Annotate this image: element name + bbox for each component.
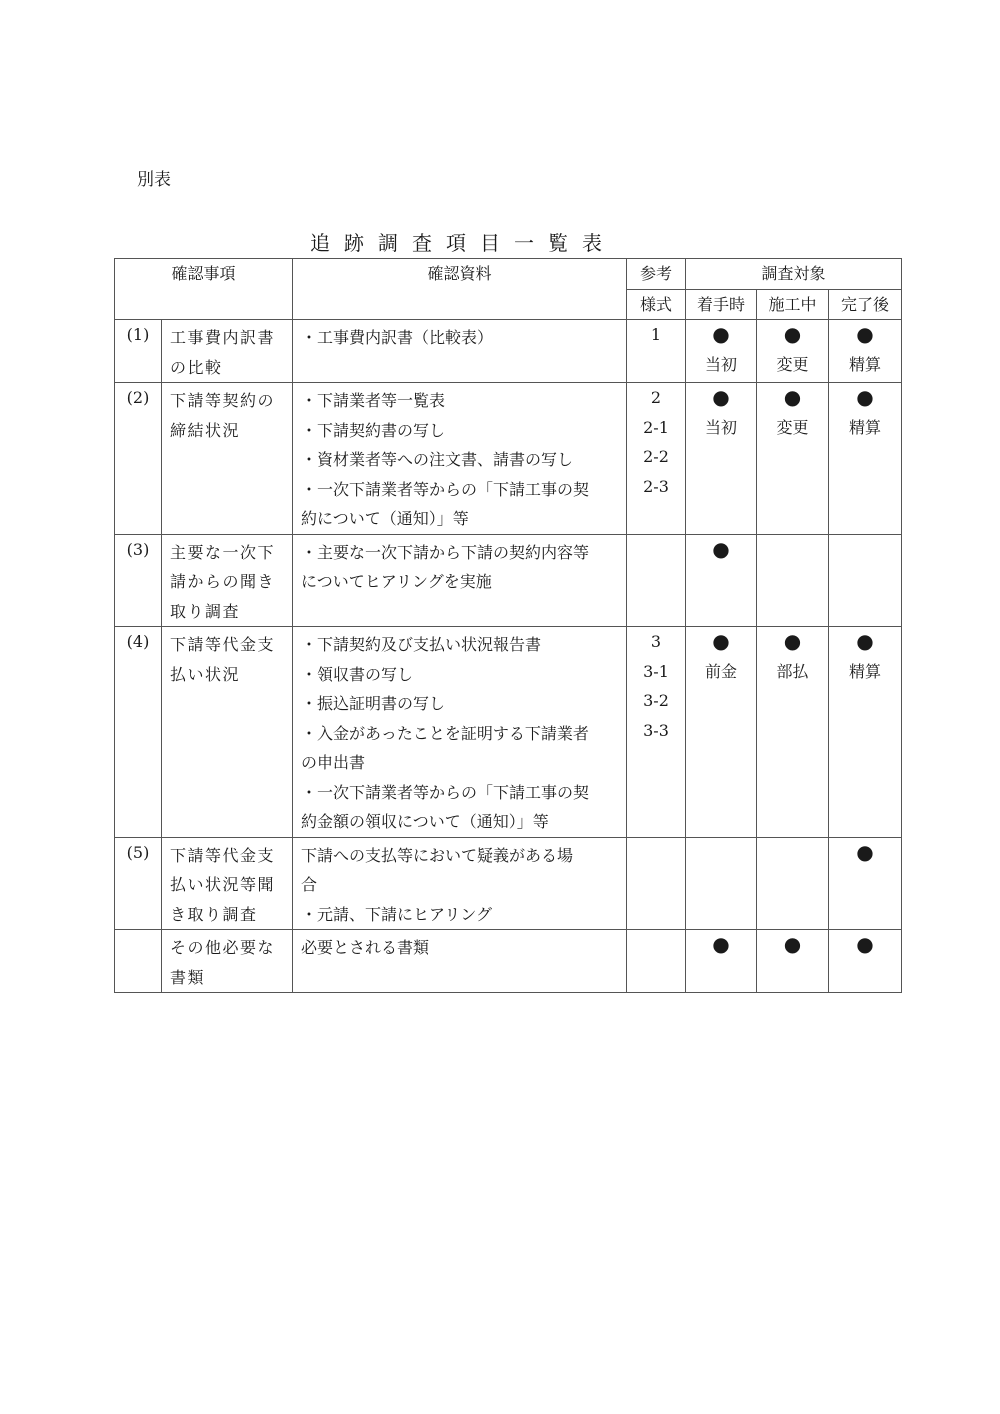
material-line: 合 bbox=[301, 875, 318, 894]
target-cell-t2 bbox=[757, 320, 829, 383]
form-cell bbox=[627, 627, 686, 838]
check-item-line: き取り調査 bbox=[170, 904, 258, 924]
row-number bbox=[115, 930, 162, 993]
page-label: 別表 bbox=[137, 170, 171, 190]
filled-circle-icon: ● bbox=[783, 932, 802, 956]
check-item-cell bbox=[162, 627, 293, 838]
target-cell-t2 bbox=[757, 534, 829, 627]
form-cell bbox=[627, 837, 686, 930]
filled-circle-icon: ● bbox=[783, 385, 802, 409]
target-label: 変更 bbox=[776, 417, 809, 437]
check-item-line: 下請等代金支 bbox=[170, 845, 276, 865]
target-cell-t1 bbox=[686, 383, 757, 535]
check-item-line: 締結状況 bbox=[170, 420, 241, 440]
filled-circle-icon: ● bbox=[783, 629, 802, 653]
form-cell bbox=[627, 383, 686, 535]
check-item-line: 取り調査 bbox=[170, 601, 241, 621]
row-number: (1) bbox=[115, 320, 162, 383]
header-item: 確認事項 bbox=[115, 259, 293, 320]
check-item-line: その他必要な bbox=[170, 938, 276, 957]
material-line: 必要とされる書類 bbox=[301, 938, 430, 957]
material-line: ・工事費内訳書（比較表） bbox=[301, 328, 494, 347]
filled-circle-icon: ● bbox=[856, 932, 874, 956]
target-cell-t1 bbox=[686, 534, 757, 627]
target-cell-t3 bbox=[829, 320, 902, 383]
target-label: 精算 bbox=[849, 354, 882, 374]
material-line: ・下請契約及び支払い状況報告書 bbox=[301, 635, 542, 654]
check-item-line: 下請等代金支 bbox=[170, 635, 276, 654]
target-cell-t3 bbox=[829, 627, 902, 838]
target-label: 部払 bbox=[776, 661, 809, 681]
form-number: 2-3 bbox=[643, 476, 669, 496]
check-item-cell bbox=[162, 383, 293, 535]
material-line: 約金額の領収について（通知）」等 bbox=[301, 812, 549, 831]
target-cell-t2 bbox=[757, 627, 829, 838]
form-cell bbox=[627, 534, 686, 627]
material-line: ・入金があったことを証明する下請業者 bbox=[301, 723, 589, 743]
material-line: ・一次下請業者等からの「下請工事の契 bbox=[301, 782, 590, 802]
table-row bbox=[115, 627, 902, 838]
filled-circle-icon: ● bbox=[712, 629, 730, 653]
target-cell-t2 bbox=[757, 930, 829, 993]
filled-circle-icon: ● bbox=[856, 322, 874, 346]
target-cell-t2 bbox=[757, 383, 829, 535]
check-item-cell bbox=[162, 930, 293, 993]
material-cell bbox=[293, 534, 627, 627]
header-after: 完了後 bbox=[829, 289, 902, 320]
form-number: 2-2 bbox=[643, 447, 669, 466]
form-number: 3-1 bbox=[643, 661, 669, 681]
material-line: ・資材業者等への注文書、請書の写し bbox=[301, 450, 574, 469]
form-number: 3 bbox=[650, 632, 662, 651]
document-title: 追跡調査項目一覧表 bbox=[310, 231, 616, 255]
target-label: 精算 bbox=[849, 417, 882, 437]
material-line: 約について（通知）」等 bbox=[301, 509, 469, 528]
material-line: ・一次下請業者等からの「下請工事の契 bbox=[301, 479, 590, 499]
target-cell-t2 bbox=[757, 837, 829, 930]
filled-circle-icon: ● bbox=[856, 385, 874, 409]
filled-circle-icon: ● bbox=[856, 629, 874, 653]
target-label: 当初 bbox=[705, 417, 738, 437]
form-number: 1 bbox=[650, 325, 662, 344]
material-cell bbox=[293, 383, 627, 535]
filled-circle-icon: ● bbox=[783, 322, 802, 346]
table-row bbox=[115, 837, 902, 930]
header-target: 調査対象 bbox=[686, 259, 902, 290]
table-row bbox=[115, 320, 902, 383]
header-start: 着手時 bbox=[686, 289, 757, 320]
row-number: (3) bbox=[115, 534, 162, 627]
material-cell bbox=[293, 627, 627, 838]
material-cell bbox=[293, 320, 627, 383]
filled-circle-icon: ● bbox=[712, 322, 730, 346]
material-cell bbox=[293, 930, 627, 993]
check-item-line: 請からの聞き bbox=[170, 572, 276, 591]
filled-circle-icon: ● bbox=[856, 839, 874, 864]
filled-circle-icon: ● bbox=[712, 385, 730, 409]
check-item-line: 払い状況等聞 bbox=[170, 875, 276, 894]
row-number: (4) bbox=[115, 627, 162, 838]
target-label: 当初 bbox=[705, 354, 738, 374]
target-cell-t3 bbox=[829, 930, 902, 993]
table-row bbox=[115, 383, 902, 535]
form-number: 3-3 bbox=[643, 720, 669, 740]
check-item-cell bbox=[162, 320, 293, 383]
check-item-line: 主要な一次下 bbox=[170, 542, 276, 562]
header-ref-bottom: 様式 bbox=[627, 289, 686, 320]
material-line: ・下請契約書の写し bbox=[301, 420, 446, 440]
filled-circle-icon: ● bbox=[712, 536, 730, 561]
material-line: の申出書 bbox=[301, 753, 366, 772]
material-line: についてヒアリングを実施 bbox=[301, 572, 492, 591]
header-during: 施工中 bbox=[757, 289, 829, 320]
check-item-line: 工事費内訳書 bbox=[170, 328, 276, 347]
check-item-line: 書類 bbox=[170, 967, 206, 987]
form-number: 2-1 bbox=[643, 417, 669, 437]
check-item-line: 払い状況 bbox=[170, 664, 241, 684]
form-number: 2 bbox=[650, 388, 662, 407]
target-cell-t1 bbox=[686, 930, 757, 993]
material-line: ・下請業者等一覧表 bbox=[301, 391, 446, 410]
row-number: (2) bbox=[115, 383, 162, 535]
material-line: 下請への支払等において疑義がある場 bbox=[301, 845, 574, 865]
target-cell-t1 bbox=[686, 837, 757, 930]
check-item-line: の比較 bbox=[170, 357, 223, 377]
check-item-line: 下請等契約の bbox=[170, 391, 276, 410]
form-number: 3-2 bbox=[643, 691, 669, 710]
material-line: ・主要な一次下請から下請の契約内容等 bbox=[301, 542, 590, 562]
filled-circle-icon: ● bbox=[712, 932, 730, 956]
form-cell bbox=[627, 930, 686, 993]
target-cell-t3 bbox=[829, 837, 902, 930]
material-line: ・領収書の写し bbox=[301, 664, 414, 684]
survey-items-table bbox=[114, 258, 902, 993]
check-item-cell bbox=[162, 837, 293, 930]
material-cell bbox=[293, 837, 627, 930]
target-label: 精算 bbox=[849, 661, 882, 681]
header-ref-top: 参考 bbox=[627, 259, 686, 290]
header-material: 確認資料 bbox=[293, 259, 627, 320]
material-line: ・振込証明書の写し bbox=[301, 694, 446, 713]
target-cell-t1 bbox=[686, 627, 757, 838]
target-cell-t1 bbox=[686, 320, 757, 383]
header-row-1 bbox=[115, 259, 902, 290]
table-row bbox=[115, 534, 902, 627]
table-row bbox=[115, 930, 902, 993]
form-cell bbox=[627, 320, 686, 383]
material-line: ・元請、下請にヒアリング bbox=[301, 904, 493, 924]
check-item-cell bbox=[162, 534, 293, 627]
target-label: 前金 bbox=[705, 661, 738, 681]
row-number: (5) bbox=[115, 837, 162, 930]
target-cell-t3 bbox=[829, 383, 902, 535]
target-cell-t3 bbox=[829, 534, 902, 627]
target-label: 変更 bbox=[776, 354, 809, 374]
